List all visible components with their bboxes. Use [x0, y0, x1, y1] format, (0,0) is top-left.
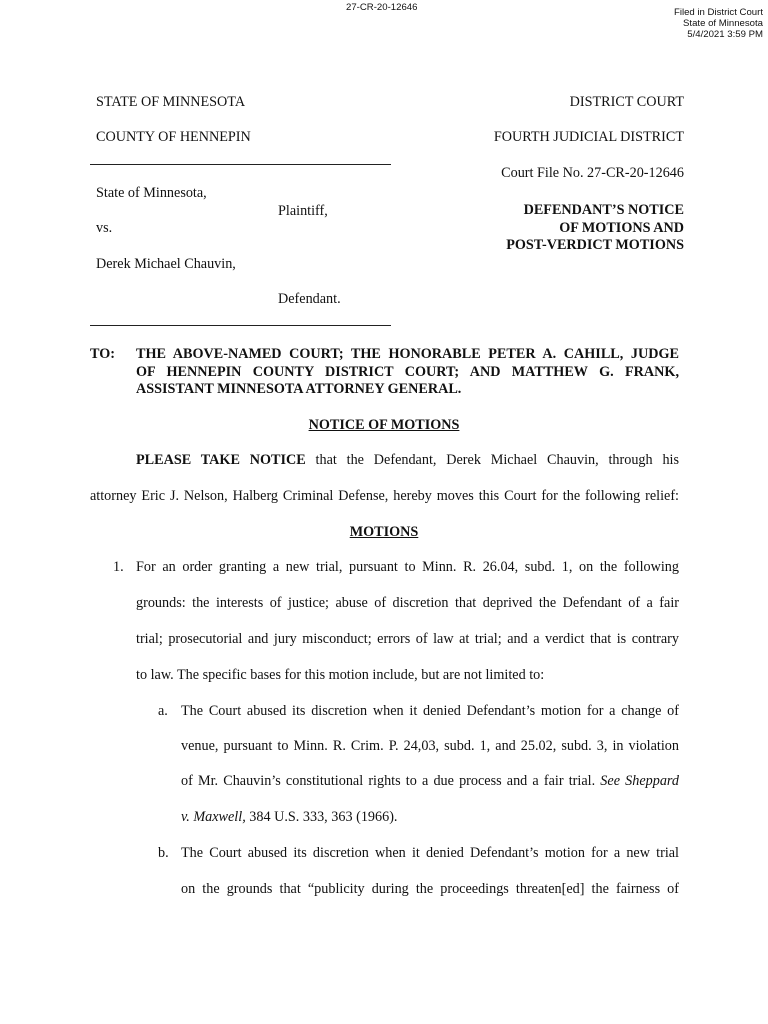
case-number-header: 27-CR-20-12646	[346, 2, 418, 13]
motion-1-number: 1.	[113, 559, 124, 575]
filed-stamp	[603, 7, 763, 40]
to-line: OF HENNEPIN COUNTY DISTRICT COURT; AND MATTHEW G. FRANK,	[136, 363, 679, 380]
filed-stamp-line: 5/4/2021 3:59 PM	[687, 29, 763, 40]
to-line: ASSISTANT MINNESOTA ATTORNEY GENERAL.	[136, 381, 462, 397]
motion-1-line: grounds: the interests of justice; abuse of discretion that deprived the Defendant of a fair	[136, 595, 679, 611]
to-label: TO:	[90, 346, 115, 362]
intro-line-2: attorney Eric J. Nelson, Halberg Criminal Defense, hereby moves this Court for the following relief:	[90, 488, 679, 504]
caption-divider-bottom	[90, 325, 391, 326]
caption-district: FOURTH JUDICIAL DISTRICT	[493, 129, 684, 145]
sub-a-line-3	[181, 773, 679, 790]
caption-divider-top	[90, 164, 391, 165]
to-line: THE ABOVE-NAMED COURT; THE HONORABLE PETER A. CAHILL, JUDGE	[136, 346, 679, 362]
versus: vs.	[96, 220, 113, 236]
motion-1-line: to law. The specific bases for this motion include, but are not limited to:	[136, 667, 545, 683]
court-file-number: Court File No. 27-CR-20-12646	[501, 165, 684, 181]
filed-stamp-line: State of Minnesota	[683, 18, 763, 29]
motion-1-line: For an order granting a new trial, pursuant to Minn. R. 26.04, subd. 1, on the following	[136, 559, 679, 575]
to-addressees	[136, 346, 679, 399]
caption-county: COUNTY OF HENNEPIN	[96, 129, 251, 145]
notice-heading: NOTICE OF MOTIONS	[308, 417, 460, 433]
motion-1-line: trial; prosecutorial and jury misconduct; errors of law at trial; and a verdict that is contrary	[136, 631, 679, 647]
filed-stamp-line: Filed in District Court	[673, 7, 763, 18]
case-citation: v. Maxwell,	[181, 809, 246, 825]
caption-court: DISTRICT COURT	[569, 94, 684, 110]
plaintiff-name: State of Minnesota,	[96, 185, 207, 201]
intro-line-1	[136, 452, 679, 469]
sub-b-line: The Court abused its discretion when it denied Defendant’s motion for a new trial	[181, 845, 679, 861]
document-title	[424, 202, 684, 255]
sub-a-letter: a.	[158, 703, 168, 719]
case-citation: See Sheppard	[600, 773, 679, 789]
intro-line-1-text: that the Defendant, Derek Michael Chauvin, through his	[305, 452, 680, 468]
please-take-notice: PLEASE TAKE NOTICE	[136, 452, 306, 468]
defendant-name: Derek Michael Chauvin,	[96, 256, 236, 272]
sub-a-line-4-text: 384 U.S. 333, 363 (1966).	[245, 809, 398, 825]
sub-a-line: venue, pursuant to Minn. R. Crim. P. 24,03, subd. 1, and 25.02, subd. 3, in violation	[181, 738, 679, 754]
sub-b-line: on the grounds that “publicity during the proceedings threaten[ed] the fairness of	[181, 881, 679, 897]
caption-state: STATE OF MINNESOTA	[96, 94, 246, 110]
motions-heading: MOTIONS	[349, 524, 419, 540]
sub-a-line-4	[181, 809, 397, 826]
defendant-role: Defendant.	[278, 291, 341, 307]
sub-a-line: The Court abused its discretion when it denied Defendant’s motion for a change of	[181, 703, 679, 719]
document-title-line: DEFENDANT’S NOTICE	[523, 202, 684, 218]
document-title-line: POST-VERDICT MOTIONS	[506, 237, 684, 253]
sub-a-line-3-text: of Mr. Chauvin’s constitutional rights to a due process and a fair trial.	[181, 773, 601, 789]
document-title-line: OF MOTIONS AND	[559, 219, 684, 236]
plaintiff-role: Plaintiff,	[278, 203, 328, 219]
sub-b-letter: b.	[158, 845, 169, 861]
